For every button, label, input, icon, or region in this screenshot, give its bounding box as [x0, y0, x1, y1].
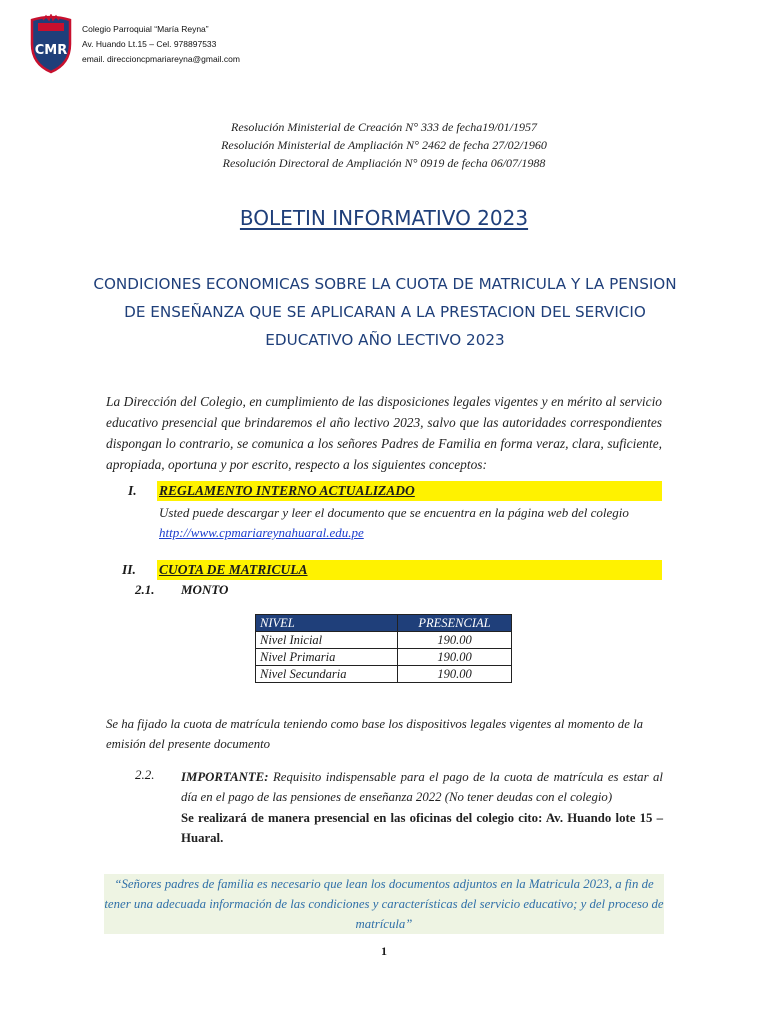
logo-text: CMR — [34, 43, 68, 58]
table-cell-amount: 190.00 — [398, 632, 512, 649]
table-row — [256, 632, 512, 649]
page-number: 1 — [381, 944, 387, 958]
school-address: Av. Huando Lt.15 – Cel. 978897533 — [82, 39, 217, 49]
subsection-2-1-number: 2.1. — [135, 582, 155, 597]
section-2-heading: CUOTA DE MATRICULA — [157, 560, 662, 580]
subsection-2-2-number: 2.2. — [135, 767, 155, 782]
important-text: Requisito indispensable para el pago de la cuota de matrícula es estar al día en el pago de las pensiones de enseñanza 2022 (No tener deudas con el colegio) — [181, 770, 663, 804]
resolution-line: Resolución Ministerial de Creación N° 333 de fecha19/01/1957 — [231, 120, 537, 134]
intro-paragraph: La Dirección del Colegio, en cumplimiento de las disposiciones legales vigentes y en mérito al servicio educativo presencial que brindaremos el año lectivo 2023, salvo que las autoridades correspondientes dispongan lo contrario, se comunica a los señores Padres de Familia en forma veraz, clara, suficiente, apropiada, oportuna y por escrito, respecto a los siguientes conceptos: — [106, 394, 662, 472]
important-label: IMPORTANTE: — [181, 770, 269, 784]
resolution-line: Resolución Ministerial de Ampliación N° 2462 de fecha 27/02/1960 — [221, 138, 547, 152]
table-cell-amount: 190.00 — [398, 649, 512, 666]
table-cell-nivel: Nivel Inicial — [256, 632, 398, 649]
school-info — [82, 22, 240, 67]
section-1-text: Usted puede descargar y leer el documento que se encuentra en la página web del colegio — [159, 505, 629, 520]
resolutions-block — [0, 118, 768, 172]
table-cell-nivel: Nivel Secundaria — [256, 666, 398, 683]
resolution-line: Resolución Directoral de Ampliación N° 0919 de fecha 06/07/1988 — [222, 156, 546, 170]
important-paragraph — [181, 767, 663, 848]
callout-box — [104, 874, 664, 934]
important-bold-text: Se realizará de manera presencial en las oficinas del colegio cito: Av. Huando lote 15 – Huaral. — [181, 811, 663, 845]
callout-text: “Señores padres de familia es necesario que lean los documentos adjuntos en la Matricula 2023, a fin de tener una adecuada información de las condiciones y características del servicio educativo; y del proceso de matrícula” — [104, 877, 664, 931]
table-cell-nivel: Nivel Primaria — [256, 649, 398, 666]
school-website-link[interactable]: http://www.cpmariareynahuaral.edu.pe — [159, 525, 364, 540]
table-row — [256, 649, 512, 666]
fee-table — [255, 614, 512, 683]
section-1-heading: REGLAMENTO INTERNO ACTUALIZADO — [157, 481, 662, 501]
table-header-row — [256, 615, 512, 632]
table-cell-amount: 190.00 — [398, 666, 512, 683]
document-title: BOLETIN INFORMATIVO 2023 — [239, 206, 529, 230]
fee-note-paragraph: Se ha fijado la cuota de matrícula teniendo como base los dispositivos legales vigentes al momento de la emisión del presente documento — [106, 717, 644, 751]
school-logo — [28, 14, 74, 74]
subsection-2-1-heading: MONTO — [181, 582, 229, 597]
table-row — [256, 666, 512, 683]
school-email[interactable]: email. direccioncpmariareyna@gmail.com — [82, 54, 240, 64]
section-1-number: I. — [128, 483, 137, 498]
section-2-number: II. — [122, 562, 136, 577]
document-subtitle: CONDICIONES ECONOMICAS SOBRE LA CUOTA DE MATRICULA Y LA PENSION DE ENSEÑANZA QUE SE APLICARAN A LA PRESTACION DEL SERVICIO EDUCATIVO AÑO LECTIVO 2023 — [93, 275, 677, 349]
column-header-presencial: PRESENCIAL — [398, 615, 512, 632]
section-1-body — [159, 503, 629, 543]
school-name: Colegio Parroquial “María Reyna” — [82, 24, 209, 34]
column-header-nivel: NIVEL — [256, 615, 398, 632]
